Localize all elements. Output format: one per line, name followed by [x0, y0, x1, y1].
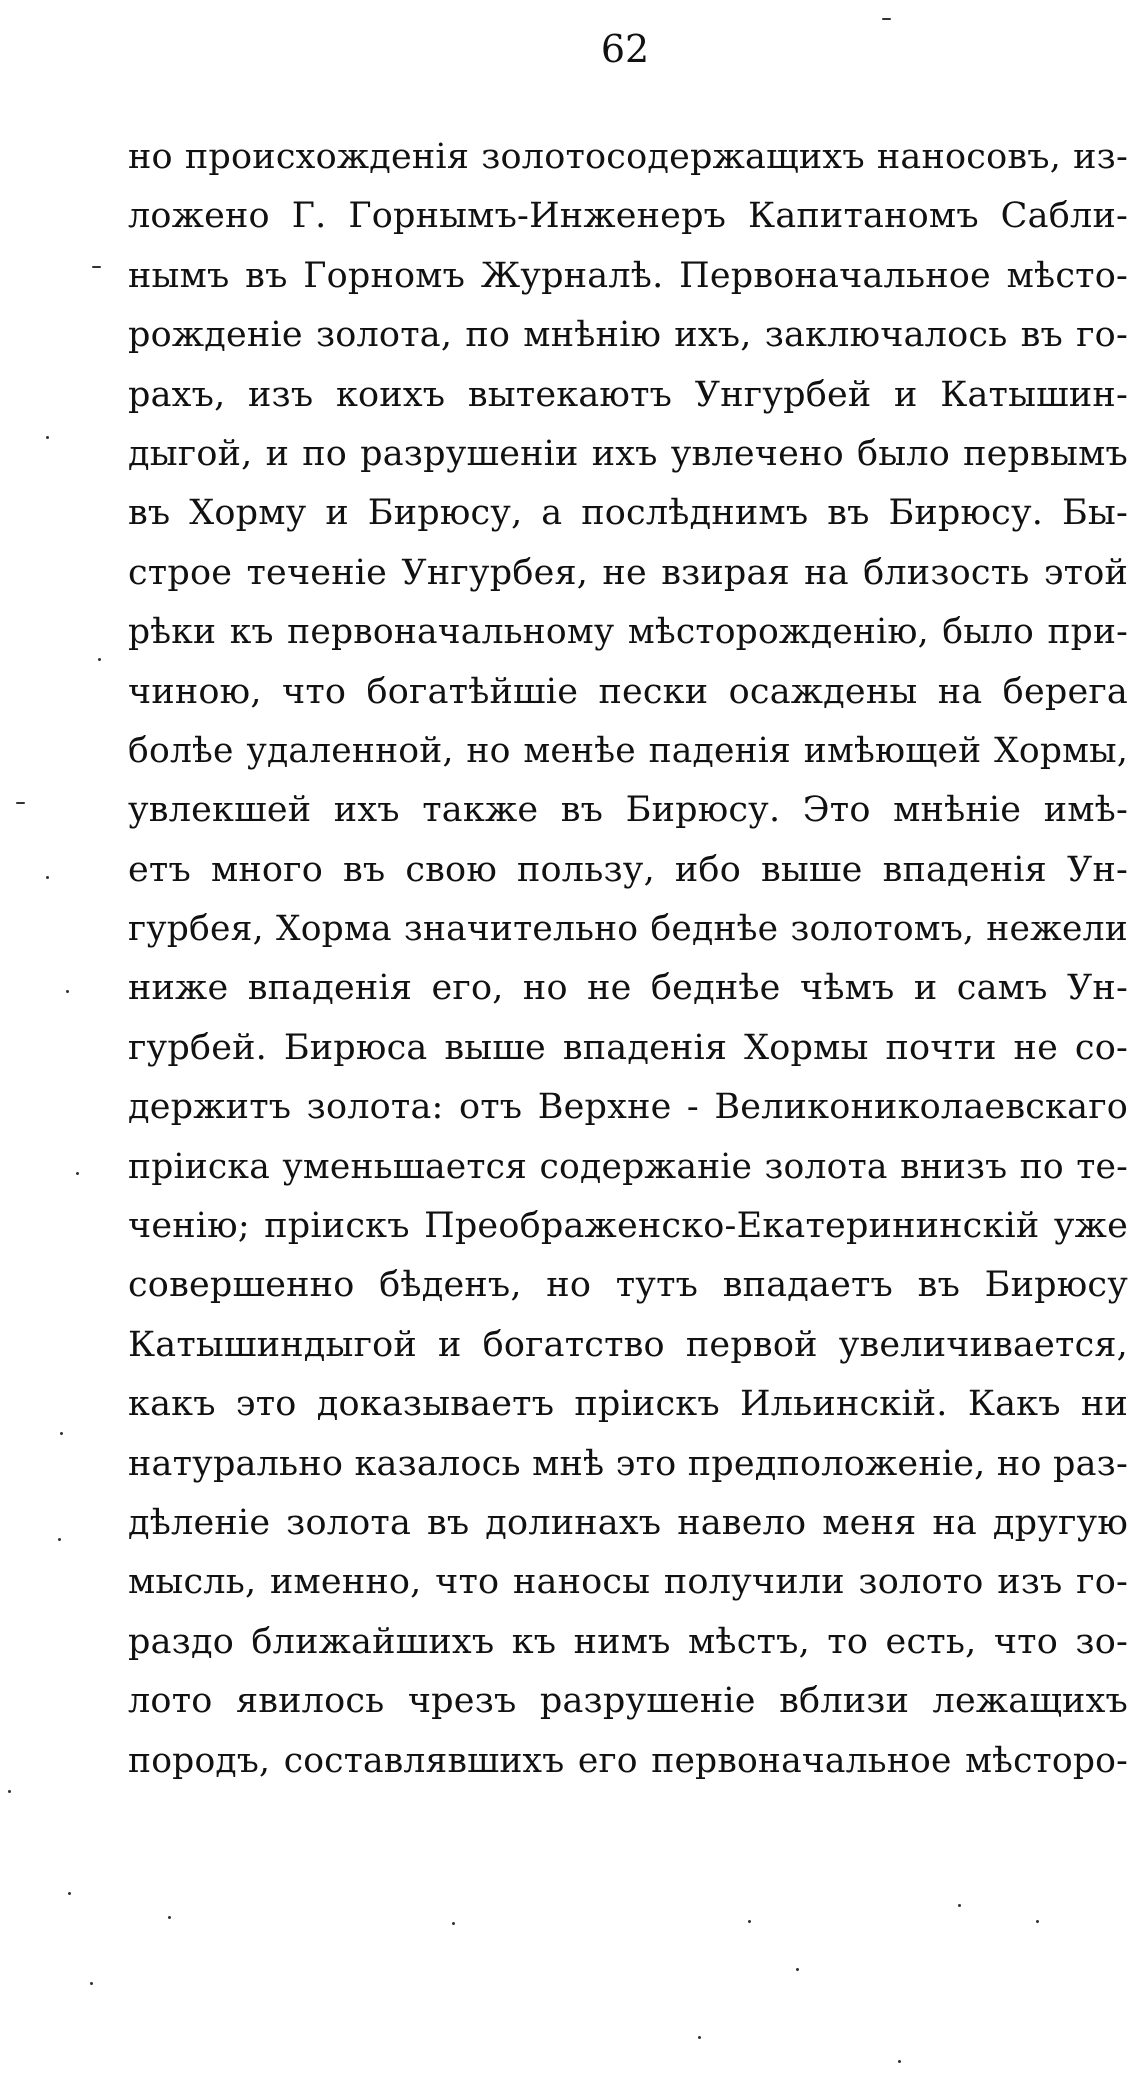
text-line: Катышиндыгой и богатство первой увеличивается, [128, 1324, 1128, 1365]
text-line: гурбея, Хорма значительно беднѣе золотомъ, нежели [128, 909, 1128, 950]
scan-speck [452, 1922, 455, 1925]
text-line: нымъ въ Горномъ Журналѣ. Первоначальное мѣсто- [128, 255, 1128, 296]
scan-speck [748, 1920, 751, 1923]
text-line: строе теченіе Унгурбея, не взирая на близость этой [128, 552, 1128, 593]
text-line: ниже впаденія его, но не беднѣе чѣмъ и самъ Ун- [128, 968, 1128, 1009]
scan-speck [168, 1916, 171, 1919]
scan-speck [60, 1432, 63, 1435]
page-number: 62 [600, 27, 650, 71]
text-line: держитъ золота: отъ Верхне - Великониколаевскаго [128, 1087, 1128, 1128]
text-line: етъ много въ свою пользу, ибо выше впаденія Ун- [128, 849, 1128, 890]
text-line: рѣки къ первоначальному мѣсторожденію, было при- [128, 612, 1128, 653]
scan-speck [698, 2036, 701, 2039]
text-line: увлекшей ихъ также въ Бирюсу. Это мнѣніе имѣ- [128, 790, 1128, 831]
scan-speck [8, 1790, 11, 1793]
text-line: въ Хорму и Бирюсу, а послѣднимъ въ Бирюсу. Бы- [128, 493, 1128, 534]
text-line: ложено Г. Горнымъ-Инженеръ Капитаномъ Сабли- [128, 196, 1128, 237]
text-line: натурально казалось мнѣ это предположеніе, но раз- [128, 1443, 1128, 1484]
scan-speck [796, 1968, 799, 1971]
scan-speck [16, 802, 25, 804]
text-line: болѣе удаленной, но менѣе паденія имѣющей Хормы, [128, 730, 1128, 771]
scan-speck [1036, 1920, 1039, 1923]
scan-speck [958, 1904, 961, 1907]
scan-speck [46, 876, 49, 879]
text-line: гурбей. Бирюса выше впаденія Хормы почти не со- [128, 1027, 1128, 1068]
text-line: рахъ, изъ коихъ вытекаютъ Унгурбей и Катышин- [128, 374, 1128, 415]
scan-speck [898, 2060, 901, 2063]
text-line: лото явилось чрезъ разрушеніе вблизи лежащихъ [128, 1681, 1128, 1722]
text-line: породъ, составлявшихъ его первоначальное мѣсторо- [128, 1740, 1128, 1781]
text-line: рожденіе золота, по мнѣнію ихъ, заключалось въ го- [128, 315, 1128, 356]
body-text [128, 128, 1128, 1791]
text-line: чиною, что богатѣйшіе пески осаждены на берега [128, 671, 1128, 712]
scan-speck [68, 1892, 71, 1895]
scan-speck [90, 1982, 93, 1985]
text-line: ченію; пріискъ Преображенско-Екатерининскій уже [128, 1206, 1128, 1247]
scan-speck [92, 266, 101, 268]
scan-speck [882, 18, 891, 20]
text-line: мысль, именно, что наносы получили золото изъ го- [128, 1562, 1128, 1603]
scan-speck [58, 1538, 61, 1541]
scan-speck [66, 990, 69, 993]
text-line: раздо ближайшихъ къ нимъ мѣстъ, то есть, что зо- [128, 1621, 1128, 1662]
scan-speck [46, 436, 49, 439]
text-line: дѣленіе золота въ долинахъ навело меня на другую [128, 1502, 1128, 1543]
text-line: совершенно бѣденъ, но тутъ впадаетъ въ Бирюсу [128, 1265, 1128, 1306]
text-line: пріиска уменьшается содержаніе золота внизъ по те- [128, 1146, 1128, 1187]
scan-speck [76, 1172, 79, 1175]
text-line: дыгой, и по разрушеніи ихъ увлечено было первымъ [128, 433, 1128, 474]
text-line: какъ это доказываетъ пріискъ Ильинскій. Какъ ни [128, 1384, 1128, 1425]
text-line: но происхожденія золотосодержащихъ наносовъ, из- [128, 137, 1128, 177]
scan-speck [98, 658, 101, 661]
